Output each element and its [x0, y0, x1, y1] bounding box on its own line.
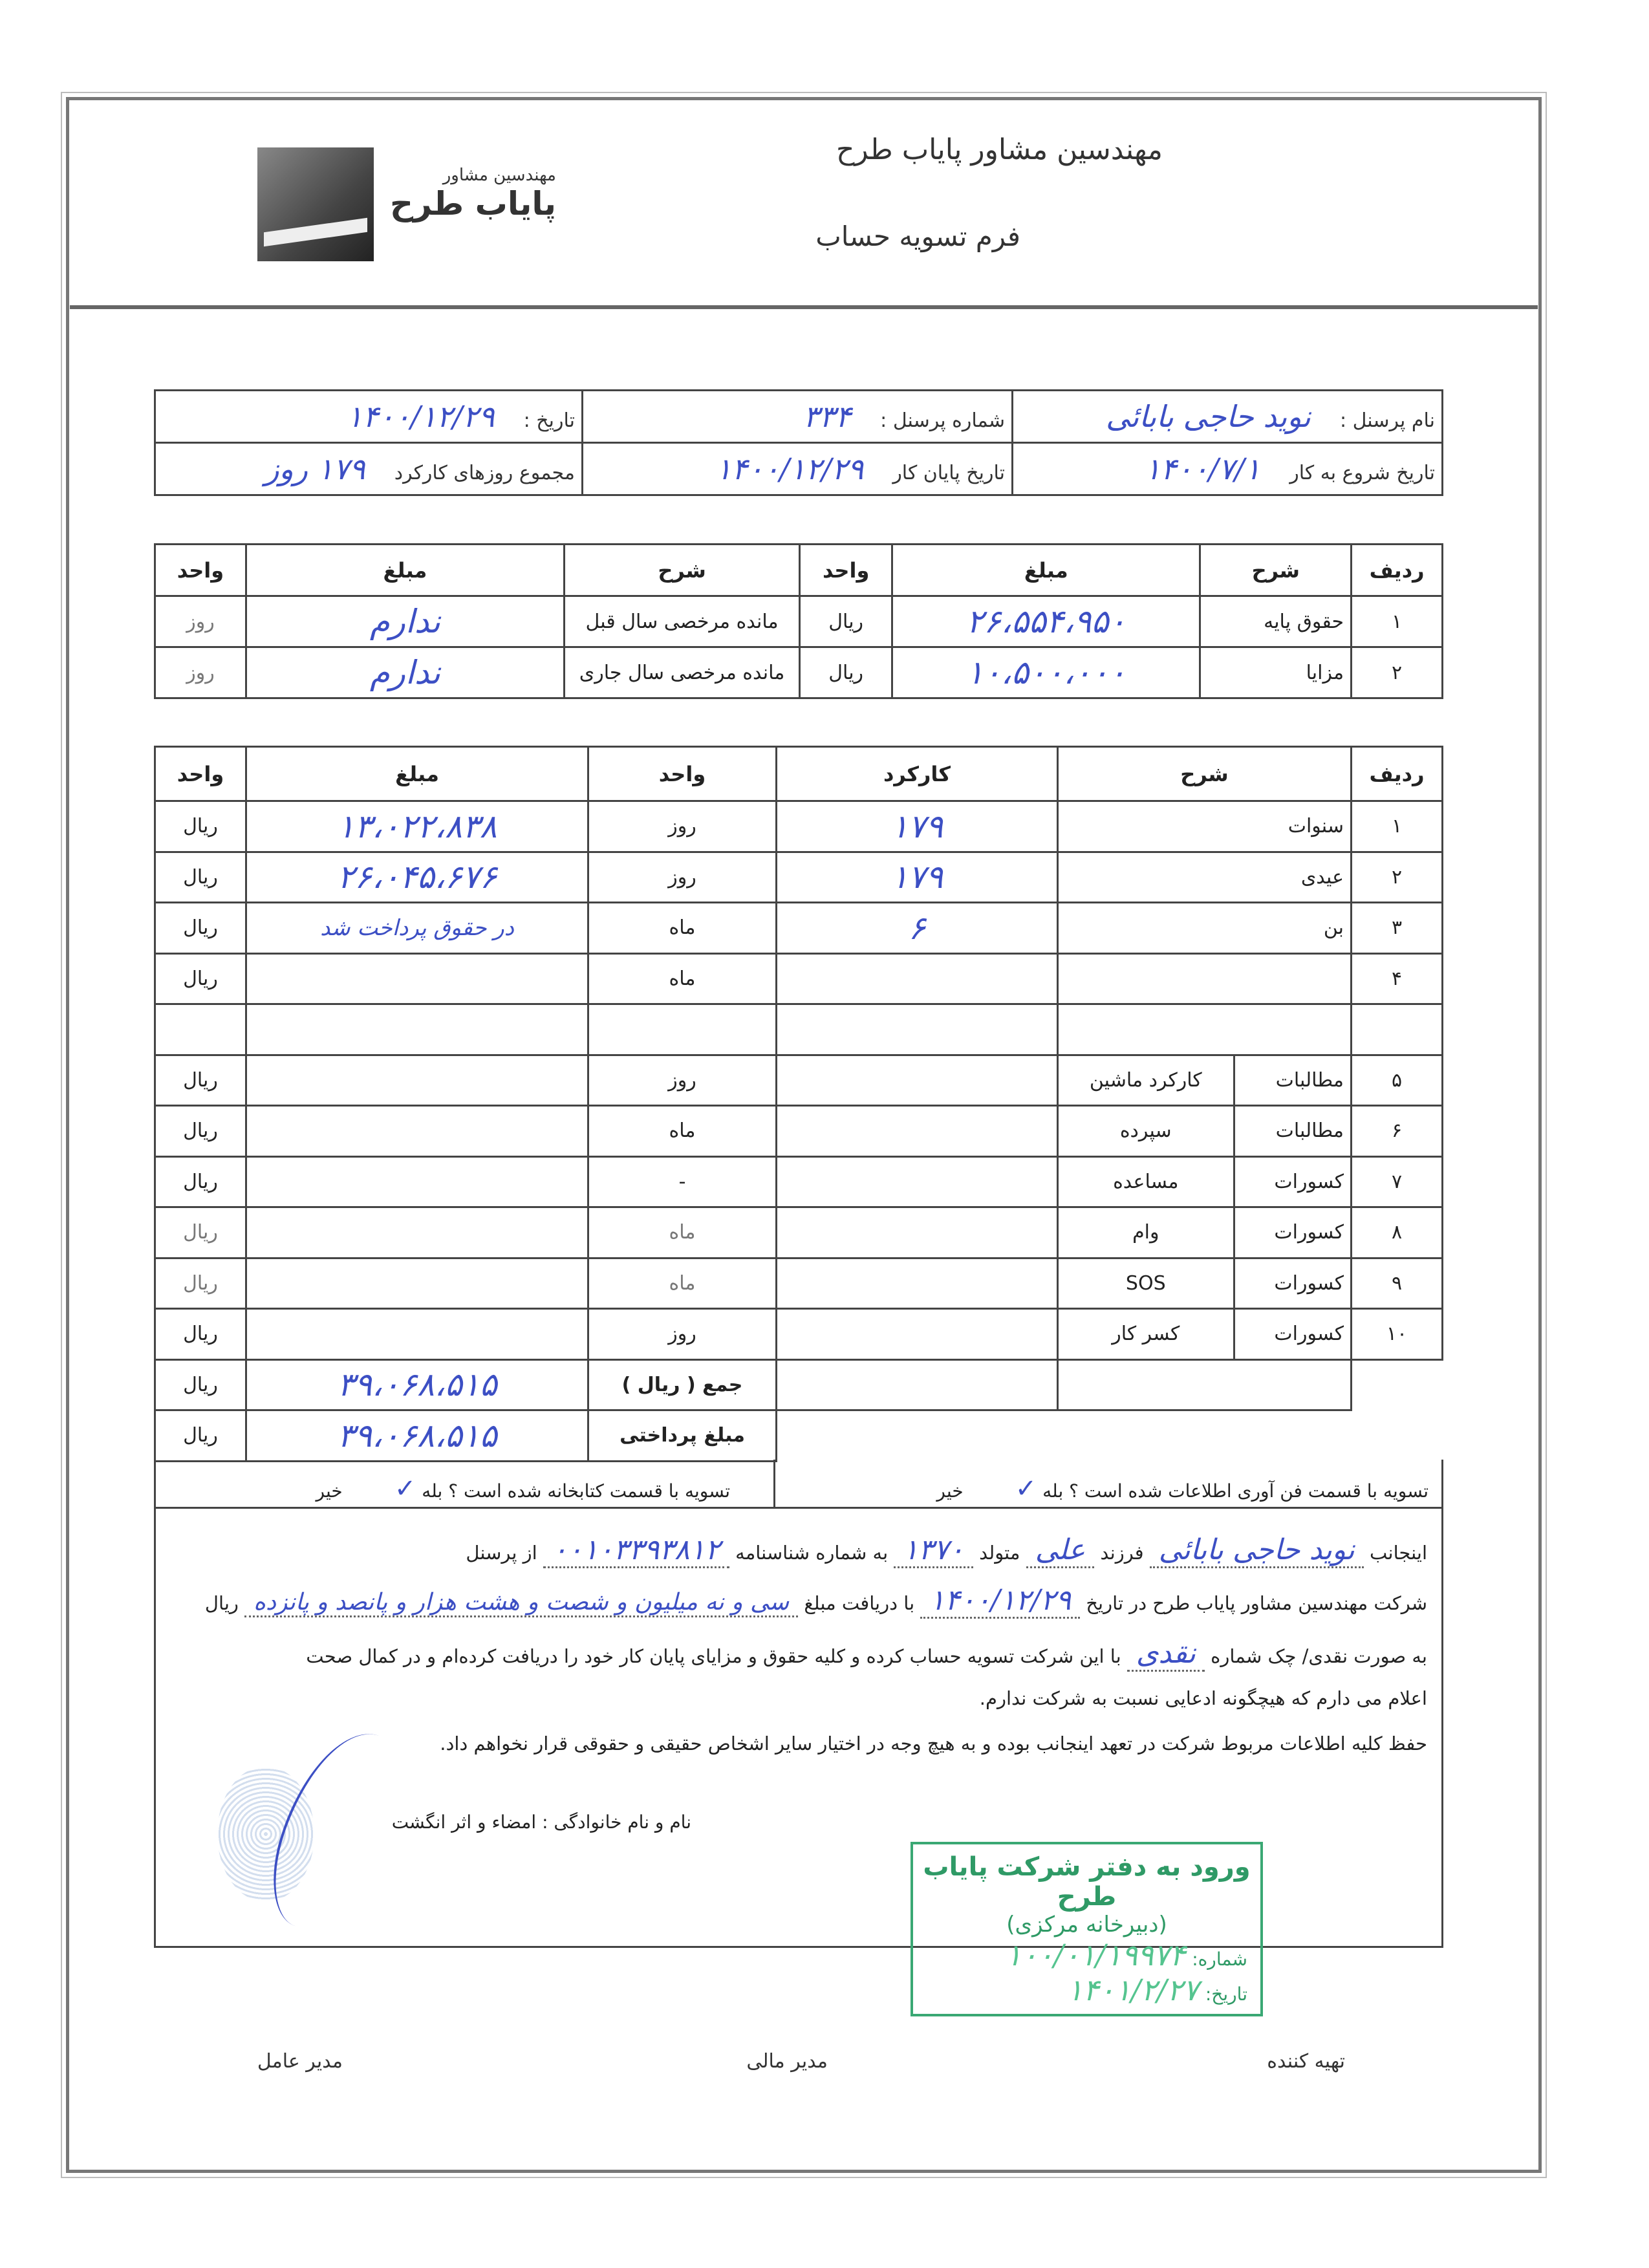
row-work: [777, 1055, 1058, 1106]
row-desc2: مانده مرخصی سال جاری: [564, 647, 799, 698]
row-unit2: ریال: [155, 903, 246, 954]
row-amount: [246, 1055, 588, 1106]
row-amount: [246, 953, 588, 1004]
paid-unit: ریال: [155, 1410, 246, 1462]
row-no: ۸: [1352, 1207, 1443, 1258]
col-header: ردیف: [1352, 545, 1443, 596]
paid-value: ۳۹،۰۶۸،۵۱۵: [246, 1410, 588, 1462]
declaration-line-3: [306, 1637, 1427, 1671]
row-amount: [246, 1106, 588, 1157]
it-yes-label[interactable]: بله: [1042, 1480, 1064, 1502]
row-amount: [246, 1258, 588, 1309]
it-check-icon[interactable]: ✓: [1015, 1474, 1037, 1504]
stamp-date-row: [913, 1972, 1260, 2007]
preparer-label: تهیه کننده: [1267, 2050, 1345, 2073]
row-no: ۳: [1352, 903, 1443, 954]
row-unit2: ریال: [155, 852, 246, 903]
stamp-date: ۱۴۰۱/۲/۲۷: [1066, 1972, 1199, 2007]
empty-cell: [1058, 1004, 1352, 1055]
row-category: کسورات: [1234, 1156, 1351, 1207]
row-unit2: ریال: [155, 1156, 246, 1207]
stamp-number: ۱۰۰/۰۱/۱۹۹۷۴: [1006, 1938, 1186, 1972]
row-work: [777, 1106, 1058, 1157]
col-header: مبلغ: [246, 747, 588, 801]
date-label: تاریخ :: [523, 409, 575, 432]
row-unit2: ریال: [155, 1309, 246, 1360]
library-yes-label[interactable]: بله: [422, 1480, 443, 1502]
table-row: [155, 596, 1443, 647]
row-unit2: روز: [155, 647, 246, 698]
table-row: [155, 953, 1443, 1004]
row-unit: روز: [588, 1309, 777, 1360]
row-work: ۱۷۹: [777, 801, 1058, 852]
col-header: واحد: [588, 747, 777, 801]
text: ریال: [204, 1592, 239, 1614]
row-unit: ماه: [588, 953, 777, 1004]
table-row-empty: [155, 1004, 1443, 1055]
signature-label: نام و نام خانوادگی : امضاء و اثر انگشت: [391, 1811, 691, 1833]
logo-small-text: مهندسین مشاور: [442, 166, 556, 185]
text: فرزند: [1100, 1542, 1144, 1564]
row-unit: ریال: [800, 596, 892, 647]
text: به شماره شناسنامه: [735, 1542, 889, 1564]
row-amount: ۱۰،۵۰۰،۰۰۰: [892, 647, 1200, 698]
text: شرکت مهندسین مشاور پایاب طرح در تاریخ: [1086, 1592, 1427, 1614]
it-settlement: [936, 1474, 1428, 1504]
row-work: ۱۷۹: [777, 852, 1058, 903]
row-work: [777, 1258, 1058, 1309]
table-row: [155, 647, 1443, 698]
days-value: ۱۷۹ روز: [264, 451, 365, 486]
company-logo-icon: [257, 147, 374, 261]
stamp-line-1: ورود به دفتر شرکت پایاب طرح: [923, 1852, 1251, 1912]
row-category: مطالبات: [1234, 1106, 1351, 1157]
row-desc: کسر کار: [1058, 1309, 1234, 1360]
stamp-line-2: (دبیرخانه مرکزی): [1006, 1912, 1167, 1938]
row-unit: ماه: [588, 903, 777, 954]
row-work: [777, 953, 1058, 1004]
row-category: کسورات: [1234, 1309, 1351, 1360]
row-work: [777, 1309, 1058, 1360]
text: با این شرکت تسویه حساب کرده و کلیه حقوق و مزایای پایان کار خود را دریافت کرده‌ام و در کمال صحت: [306, 1645, 1121, 1667]
row-amount: [246, 1156, 588, 1207]
divider: [773, 1460, 775, 1509]
end-value: ۱۴۰۰/۱۲/۲۹: [715, 451, 864, 486]
col-header: واحد: [800, 545, 892, 596]
row-desc: بن: [1058, 903, 1352, 954]
salary-table: [154, 543, 1443, 699]
col-header: واحد: [155, 747, 246, 801]
row-desc: کارکرد ماشین: [1058, 1055, 1234, 1106]
table-row: [155, 801, 1443, 852]
empty-cell: [1352, 1004, 1443, 1055]
col-header: شرح: [1058, 747, 1352, 801]
row-desc: [1058, 953, 1352, 1004]
it-question: تسویه با قسمت فن آوری اطلاعات شده است ؟: [1069, 1480, 1428, 1502]
end-label: تاریخ پایان کار: [892, 462, 1005, 484]
name-label: نام پرسنل :: [1339, 409, 1435, 432]
form-title: فرم تسویه حساب: [815, 221, 1020, 252]
date-value: ۱۴۰۰/۱۲/۲۹: [347, 399, 495, 434]
sum-unit: ریال: [155, 1359, 246, 1410]
table-row: [155, 1258, 1443, 1309]
ceo-label: مدیر عامل: [257, 2050, 343, 2073]
company-title: مهندسین مشاور پایاب طرح: [836, 133, 1163, 166]
sum-label: جمع ( ریال ): [588, 1359, 777, 1410]
table-row: [155, 1309, 1443, 1360]
row-unit: ماه: [588, 1207, 777, 1258]
row-amount2: ندارم: [246, 647, 564, 698]
row-category: مطالبات: [1234, 1055, 1351, 1106]
row-work: [777, 1156, 1058, 1207]
id-number: ۰۰۱۰۳۳۹۳۸۱۲: [543, 1533, 729, 1568]
text: از پرسنل: [466, 1542, 537, 1564]
cheque-number: نقدی: [1127, 1637, 1205, 1672]
row-unit: روز: [588, 852, 777, 903]
paid-label: مبلغ پرداختی: [588, 1410, 777, 1462]
row-desc: سپرده: [1058, 1106, 1234, 1157]
personnel-info-table: [154, 389, 1443, 496]
row-work: ۶: [777, 903, 1058, 954]
table-row: [155, 1055, 1443, 1106]
amount-in-words: سی و نه میلیون و شصت و هشت هزار و پانصد و پانزده: [244, 1589, 798, 1617]
it-no-label[interactable]: خیر: [936, 1480, 964, 1502]
library-question: تسویه با قسمت کتابخانه شده است ؟: [448, 1480, 730, 1502]
row-desc: عیدی: [1058, 852, 1352, 903]
declaration-line-2: [205, 1584, 1427, 1618]
row-amount: ۲۶،۵۵۴،۹۵۰: [892, 596, 1200, 647]
row-no: ۷: [1352, 1156, 1443, 1207]
row-amount: ۲۶،۰۴۵،۶۷۶: [246, 852, 588, 903]
row-no: ۱: [1352, 596, 1443, 647]
row-no: ۲: [1352, 852, 1443, 903]
row-category: کسورات: [1234, 1258, 1351, 1309]
empty-cell: [1352, 1410, 1443, 1462]
row-no: ۴: [1352, 953, 1443, 1004]
row-desc: مساعده: [1058, 1156, 1234, 1207]
row-unit: روز: [588, 801, 777, 852]
birth-year: ۱۳۷۰: [894, 1533, 973, 1568]
empty-cell: [1352, 1359, 1443, 1410]
logo-big-text: پایاب طرح: [390, 185, 556, 222]
row-amount: [246, 1207, 588, 1258]
empty-cell: [155, 1004, 246, 1055]
start-label: تاریخ شروع به کار: [1289, 462, 1435, 484]
row-amount: در حقوق پرداخت شد: [246, 903, 588, 954]
stamp-number-row: [913, 1938, 1260, 1972]
row-unit: ماه: [588, 1258, 777, 1309]
table-row: [155, 903, 1443, 954]
row-amount: ۱۳،۰۲۲،۸۳۸: [246, 801, 588, 852]
empty-cell: [1058, 1359, 1352, 1410]
father-name: علی: [1026, 1533, 1095, 1568]
logo-text: [390, 166, 556, 222]
row-no: ۱۰: [1352, 1309, 1443, 1360]
col-header: شرح: [564, 545, 799, 596]
settlement-checks: [154, 1460, 1443, 1509]
empty-cell: [246, 1004, 588, 1055]
row-desc2: مانده مرخصی سال قبل: [564, 596, 799, 647]
empty-cell: [777, 1410, 1352, 1462]
settlement-items-table: [154, 746, 1443, 1462]
row-unit2: ریال: [155, 1258, 246, 1309]
col-header: شرح: [1200, 545, 1352, 596]
paid-row: [155, 1410, 1443, 1462]
row-no: ۲: [1352, 647, 1443, 698]
form-header: [70, 101, 1538, 309]
row-unit2: ریال: [155, 1207, 246, 1258]
declaration-line-1: [466, 1533, 1427, 1568]
row-desc: مزایا: [1200, 647, 1352, 698]
declarant-name: نوید حاجی بابائی: [1150, 1533, 1364, 1568]
row-unit2: ریال: [155, 953, 246, 1004]
row-unit2: ریال: [155, 1106, 246, 1157]
row-desc: SOS: [1058, 1258, 1234, 1309]
library-check-icon[interactable]: ✓: [394, 1474, 416, 1504]
row-unit: -: [588, 1156, 777, 1207]
sum-row: [155, 1359, 1443, 1410]
name-value: نوید حاجی بابائی: [1106, 399, 1311, 434]
stamp-date-label: تاریخ:: [1205, 1983, 1247, 2005]
start-value: ۱۴۰۰/۷/۱: [1145, 451, 1261, 486]
days-label: مجموع روزهای کارکرد: [394, 462, 575, 484]
row-no: ۹: [1352, 1258, 1443, 1309]
personnel-label: شماره پرسنل :: [880, 409, 1005, 432]
text: با دریافت مبلغ: [804, 1592, 915, 1614]
row-no: ۵: [1352, 1055, 1443, 1106]
empty-cell: [588, 1004, 777, 1055]
row-unit2: ریال: [155, 801, 246, 852]
row-no: ۱: [1352, 801, 1443, 852]
row-amount: [246, 1309, 588, 1360]
table-row: [155, 1207, 1443, 1258]
col-header: کارکرد: [777, 747, 1058, 801]
declaration-line-5: حفظ کلیه اطلاعات مربوط شرکت در تعهد اینجانب بوده و به هیچ وجه در اختیار سایر اشخاص حقیقی و حقوقی قرار نخواهم داد.: [440, 1733, 1427, 1755]
text: اینجانب: [1370, 1542, 1427, 1564]
table-row: [155, 852, 1443, 903]
row-unit: ماه: [588, 1106, 777, 1157]
table-row: [155, 1156, 1443, 1207]
sum-value: ۳۹،۰۶۸،۵۱۵: [246, 1359, 588, 1410]
table-row: [155, 1106, 1443, 1157]
row-work: [777, 1207, 1058, 1258]
col-header: مبلغ: [892, 545, 1200, 596]
row-unit2: روز: [155, 596, 246, 647]
row-desc: وام: [1058, 1207, 1234, 1258]
empty-cell: [777, 1359, 1058, 1410]
declaration-line-4: اعلام می دارم که هیچگونه ادعایی نسبت به شرکت ندارم.: [979, 1687, 1427, 1709]
text: متولد: [979, 1542, 1020, 1564]
settlement-date: ۱۴۰۰/۱۲/۲۹: [920, 1584, 1080, 1619]
row-amount2: ندارم: [246, 596, 564, 647]
stamp-number-label: شماره:: [1192, 1949, 1247, 1970]
row-category: کسورات: [1234, 1207, 1351, 1258]
personnel-value: ۳۳۴: [803, 399, 852, 434]
row-no: ۶: [1352, 1106, 1443, 1157]
empty-cell: [777, 1004, 1058, 1055]
library-no-label[interactable]: خیر: [316, 1480, 343, 1502]
registry-stamp: [911, 1842, 1263, 2016]
col-header: واحد: [155, 545, 246, 596]
row-unit2: ریال: [155, 1055, 246, 1106]
col-header: مبلغ: [246, 545, 564, 596]
row-desc: سنوات: [1058, 801, 1352, 852]
text: به صورت نقدی/ چک شماره: [1211, 1645, 1427, 1667]
row-unit: ریال: [800, 647, 892, 698]
finance-manager-label: مدیر مالی: [746, 2050, 828, 2073]
row-unit: روز: [588, 1055, 777, 1106]
library-settlement: [316, 1474, 730, 1504]
col-header: ردیف: [1352, 747, 1443, 801]
row-desc: حقوق پایه: [1200, 596, 1352, 647]
